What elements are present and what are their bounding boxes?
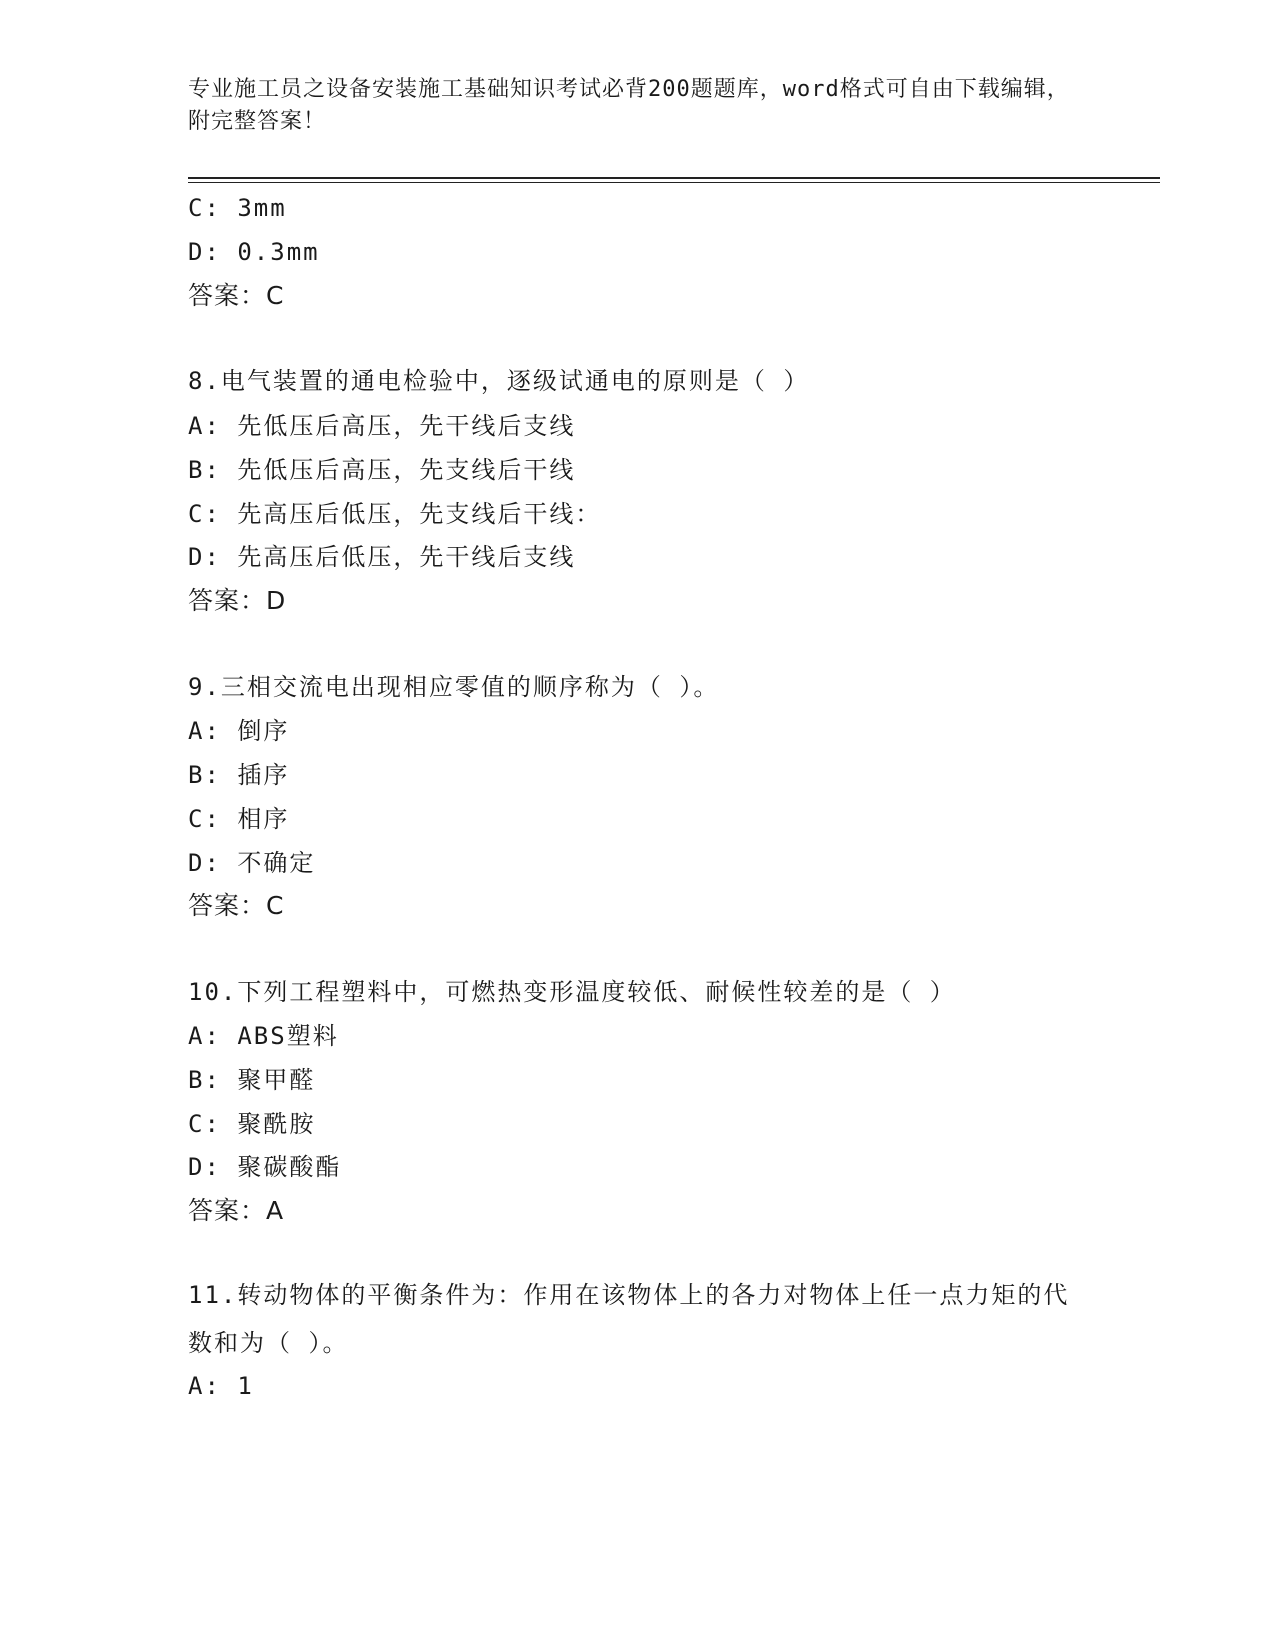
q9-answer: 答案：C (188, 891, 285, 920)
q8-answer: 答案：D (188, 586, 287, 615)
q8-option-c: C: 先高压后低压，先支线后干线： (188, 500, 602, 528)
q8-option-b: B: 先低压后高压，先支线后干线 (188, 456, 576, 484)
q8-option-a: A: 先低压后高压，先干线后支线 (188, 412, 576, 440)
q7-option-d: D: 0.3mm (188, 238, 320, 266)
q10-answer: 答案：A (188, 1196, 285, 1225)
q7-answer: 答案：C (188, 281, 285, 310)
q11-stem: 11.转动物体的平衡条件为：作用在该物体上的各力对物体上任一点力矩的代数和为（ ）。 (188, 1281, 1070, 1357)
q9-option-a: A: 倒序 (188, 717, 290, 745)
header-divider-thick (188, 177, 1160, 179)
document-header: 专业施工员之设备安装施工基础知识考试必背200题题库，word格式可自由下载编辑，附完整答案！ (188, 77, 1070, 134)
q11-option-a: A: 1 (188, 1372, 254, 1400)
q9-option-b: B: 插序 (188, 761, 290, 789)
q9-option-d: D: 不确定 (188, 849, 316, 877)
q10-option-c: C: 聚酰胺 (188, 1110, 316, 1138)
q9-stem: 9.三相交流电出现相应零值的顺序称为（ ）。 (188, 673, 720, 701)
q9-option-c: C: 相序 (188, 805, 290, 833)
q10-option-a: A: ABS塑料 (188, 1022, 339, 1050)
header-divider-thin (188, 182, 1160, 183)
q8-stem: 8.电气装置的通电检验中，逐级试通电的原则是（ ） (188, 367, 810, 395)
q7-option-c: C: 3mm (188, 194, 287, 222)
q8-option-d: D: 先高压后低压，先干线后支线 (188, 543, 576, 571)
q10-stem: 10.下列工程塑料中，可燃热变形温度较低、耐候性较差的是（ ） (188, 978, 956, 1006)
q10-option-d: D: 聚碳酸酯 (188, 1153, 342, 1181)
q10-option-b: B: 聚甲醛 (188, 1066, 316, 1094)
